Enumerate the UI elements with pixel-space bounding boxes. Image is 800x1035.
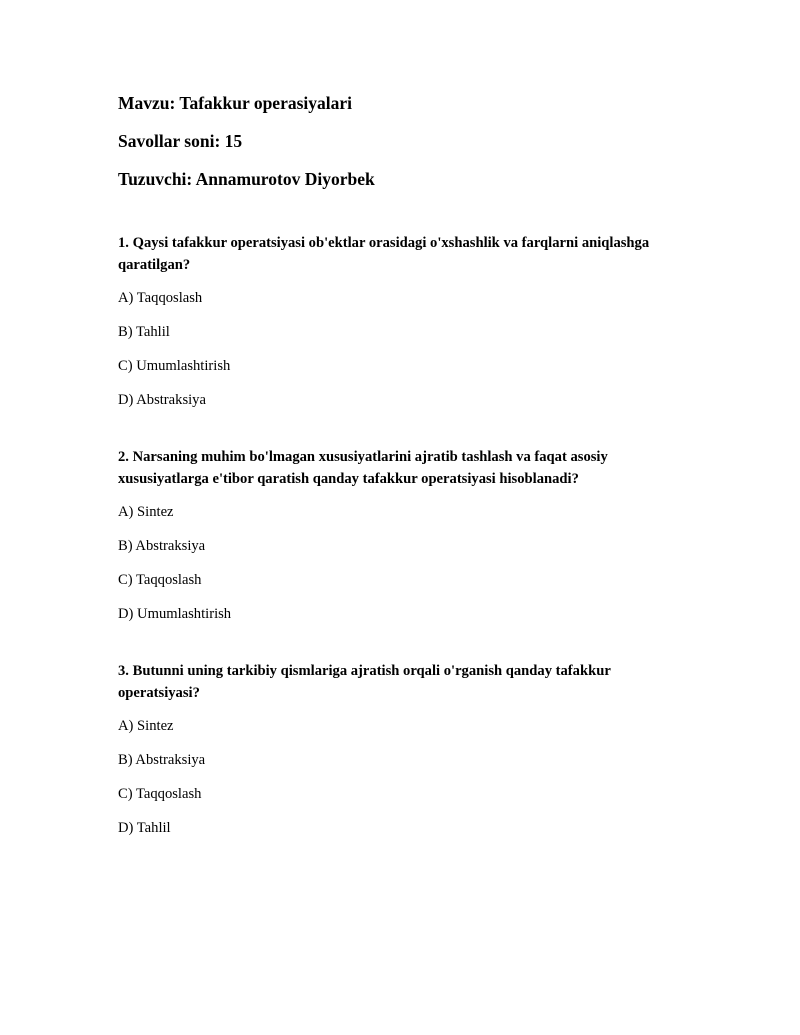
option-d: D) Tahlil — [118, 820, 171, 836]
option-b: B) Abstraksiya — [118, 752, 206, 768]
option-b: B) Tahlil — [118, 324, 170, 340]
question-text: 1. Qaysi tafakkur operatsiyasi ob'ektlar orasidagi o'xshashlik va farqlarni aniqlashga qaratilgan? — [118, 235, 650, 273]
author-heading: Tuzuvchi: Annamurotov Diyorbek — [118, 169, 375, 189]
topic-heading: Mavzu: Tafakkur operasiyalari — [118, 93, 353, 113]
document-header — [118, 92, 678, 190]
option-b: B) Abstraksiya — [118, 538, 206, 554]
option-a: A) Sintez — [118, 504, 174, 520]
question-3 — [118, 660, 678, 839]
question-text: 3. Butunni uning tarkibiy qismlariga ajratish orqali o'rganish qanday tafakkur operatsiyasi? — [118, 663, 611, 701]
option-c: C) Taqqoslash — [118, 572, 202, 588]
option-a: A) Sintez — [118, 718, 174, 734]
option-c: C) Taqqoslash — [118, 786, 202, 802]
option-d: D) Umumlashtirish — [118, 606, 232, 622]
question-1 — [118, 232, 678, 411]
option-d: D) Abstraksiya — [118, 392, 206, 408]
question-count-heading: Savollar soni: 15 — [118, 131, 243, 151]
document-page — [118, 92, 678, 851]
option-a: A) Taqqoslash — [118, 290, 203, 306]
question-2 — [118, 446, 678, 625]
question-text: 2. Narsaning muhim bo'lmagan xususiyatlarini ajratib tashlash va faqat asosiy xususiyatlarga e'tibor qaratish qanday tafakkur operatsiyasi hisoblanadi? — [118, 449, 608, 487]
option-c: C) Umumlashtirish — [118, 358, 231, 374]
